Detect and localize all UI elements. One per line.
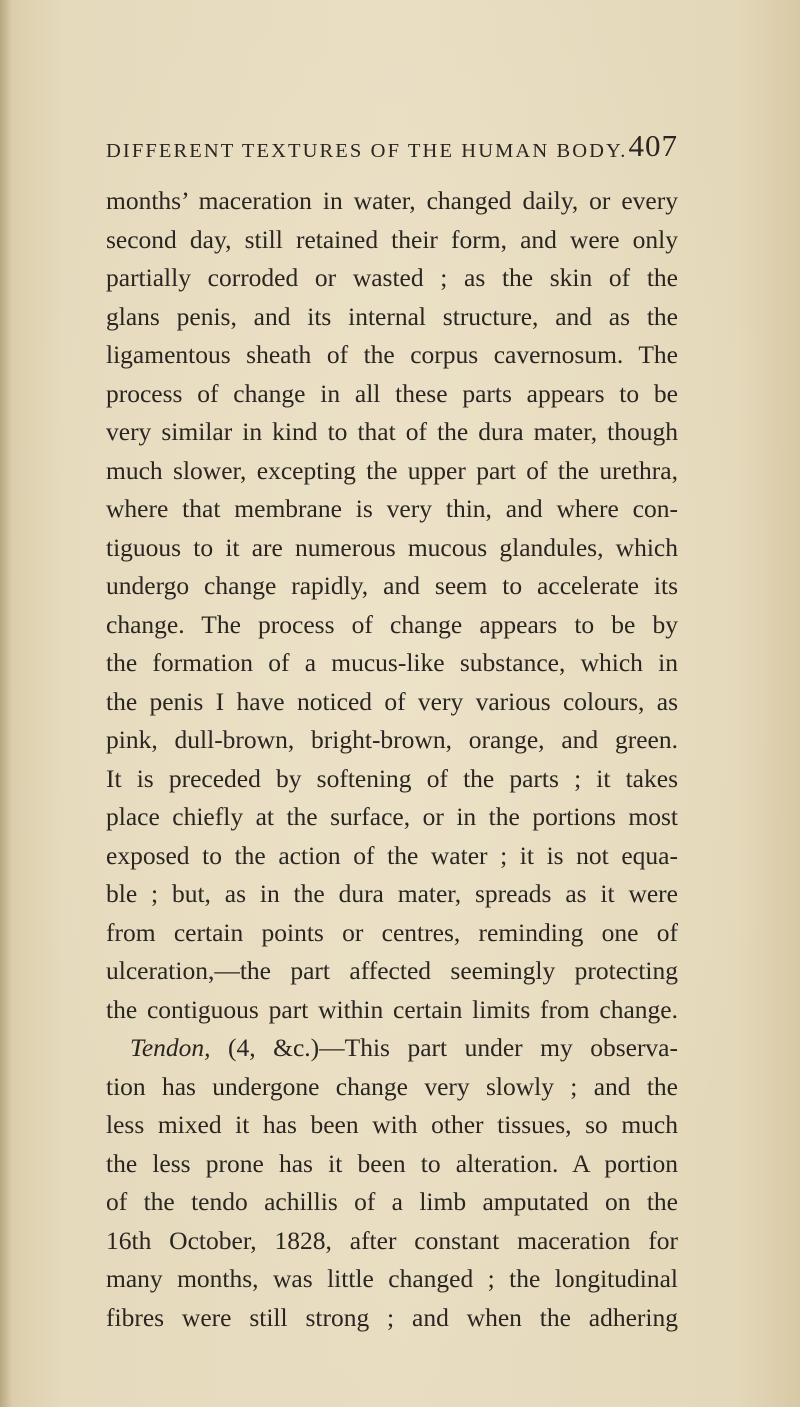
running-head: DIFFERENT TEXTURES OF THE HUMAN BODY.	[106, 140, 628, 162]
text-run: (4, &c.)—This part under my observa-	[210, 1033, 678, 1062]
text-line: process of change in all these parts appears to be	[106, 378, 678, 408]
text-line: of the tendo achillis of a limb amputated on the	[106, 1187, 678, 1216]
body-text	[106, 182, 678, 1337]
page-number: 407	[628, 128, 678, 163]
text-line: second day, still retained their form, and were only	[106, 224, 678, 254]
text-line: 16th October, 1828, after constant maceration for	[106, 1225, 678, 1255]
text-line: where that membrane is very thin, and where con-	[106, 494, 678, 523]
text-line: the less prone has it been to alteration. A portion	[106, 1148, 678, 1178]
text-line: undergo change rapidly, and seem to accelerate its	[106, 571, 678, 600]
text-line: less mixed it has been with other tissues, so much	[106, 1110, 678, 1139]
text-line: place chiefly at the surface, or in the portions most	[106, 802, 678, 831]
page-gutter-shadow	[0, 0, 12, 1407]
text-line: ligamentous sheath of the corpus cavernosum. The	[106, 340, 678, 369]
text-line: partially corroded or wasted ; as the skin of the	[106, 263, 678, 292]
text-line: tion has undergone change very slowly ; and the	[106, 1071, 678, 1101]
page-header	[106, 128, 678, 170]
text-line: glans penis, and its internal structure, and as the	[106, 301, 678, 331]
text-line: very similar in kind to that of the dura mater, though	[106, 417, 678, 446]
text-line: many months, was little changed ; the longitudinal	[106, 1264, 678, 1293]
text-line: much slower, excepting the upper part of the urethra,	[106, 455, 678, 485]
text-line: from certain points or centres, reminding one of	[106, 917, 678, 947]
text-line: fibres were still strong ; and when the adhering	[106, 1302, 678, 1332]
text-line: ble ; but, as in the dura mater, spreads as it were	[106, 879, 678, 908]
text-line: change. The process of change appears to be by	[106, 609, 678, 639]
section-heading-italic: Tendon,	[130, 1033, 211, 1062]
text-line: pink, dull-brown, bright-brown, orange, and green.	[106, 725, 678, 754]
text-line: It is preceded by softening of the parts ; it takes	[106, 763, 678, 793]
text-line: tiguous to it are numerous mucous glandules, which	[106, 532, 678, 562]
text-line: the formation of a mucus-like substance, which in	[106, 648, 678, 677]
text-line: months’ maceration in water, changed daily, or every	[106, 186, 678, 215]
text-line: the contiguous part within certain limits from change.	[106, 994, 678, 1024]
text-line: exposed to the action of the water ; it is not equa-	[106, 840, 678, 870]
text-line: the penis I have noticed of very various colours, as	[106, 686, 678, 716]
paragraph-start-line	[106, 1029, 678, 1068]
text-line: ulceration,—the part affected seemingly protecting	[106, 956, 678, 985]
